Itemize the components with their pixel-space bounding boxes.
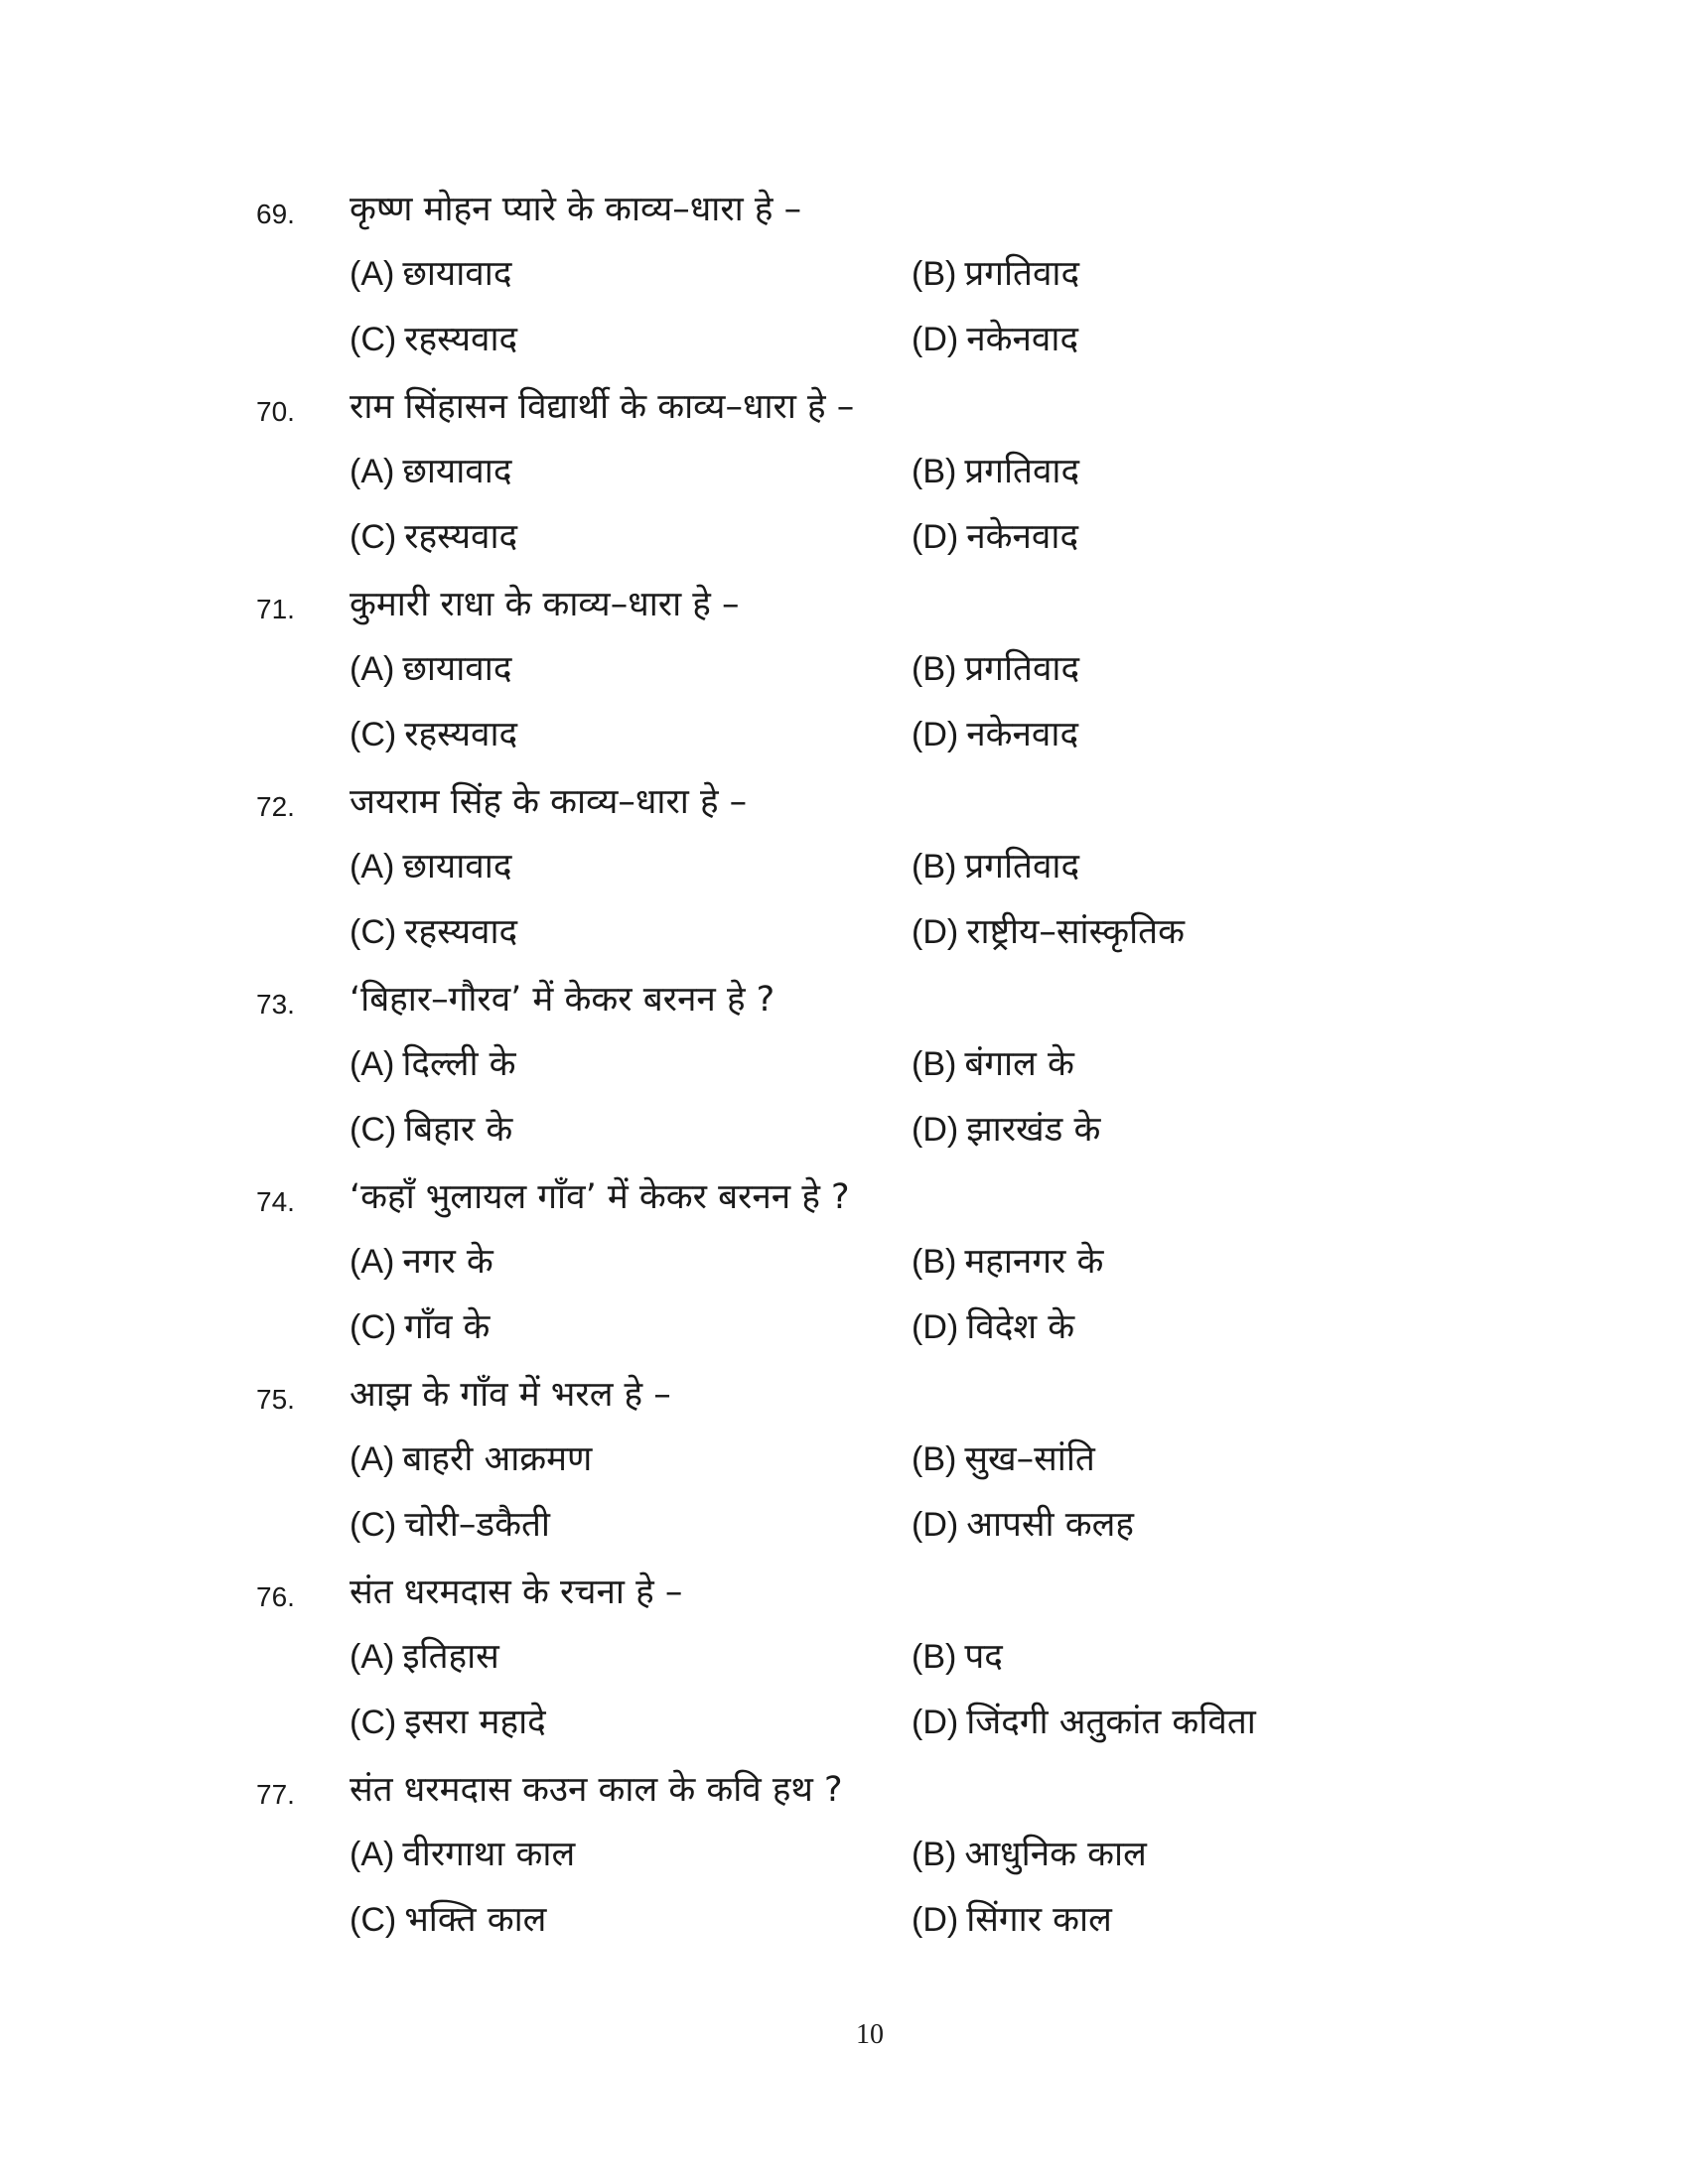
question-72 xyxy=(0,767,1688,965)
option-a xyxy=(350,249,511,299)
option-text: राष्ट्रीय–सांस्कृतिक xyxy=(966,912,1186,952)
option-c xyxy=(350,512,517,562)
option-text: रहस्यवाद xyxy=(404,320,518,359)
option-key: (D) xyxy=(912,1704,959,1741)
option-text: आधुनिक काल xyxy=(964,1835,1147,1874)
option-key: (B) xyxy=(912,848,957,886)
option-c xyxy=(350,1105,512,1155)
question-line xyxy=(0,372,1688,438)
option-a xyxy=(350,447,511,496)
option-a xyxy=(350,1434,592,1484)
option-key: (A) xyxy=(350,1836,395,1873)
option-text: नकेनवाद xyxy=(966,715,1079,754)
option-text: सुख–सांति xyxy=(964,1439,1095,1479)
option-text: रहस्यवाद xyxy=(404,517,518,557)
question-74 xyxy=(0,1162,1688,1360)
option-b xyxy=(912,1434,1095,1484)
option-text: गाँव के xyxy=(404,1307,491,1347)
option-key: (C) xyxy=(350,518,397,556)
option-d xyxy=(912,512,1078,562)
question-text: ‘कहाँ भुलायल गाँव’ में केकर बरनन हे ? xyxy=(350,1177,850,1217)
option-key: (C) xyxy=(350,716,397,753)
option-key: (A) xyxy=(350,1638,395,1676)
question-text: जयराम सिंह के काव्य–धारा हे – xyxy=(350,782,748,822)
question-line xyxy=(0,965,1688,1030)
question-70 xyxy=(0,372,1688,570)
option-key: (D) xyxy=(912,716,959,753)
option-text: बिहार के xyxy=(404,1110,513,1150)
option-d xyxy=(912,1105,1100,1155)
option-key: (A) xyxy=(350,650,395,688)
option-key: (B) xyxy=(912,1243,957,1281)
question-text: संत धरमदास कउन काल के कवि हथ ? xyxy=(350,1770,843,1810)
question-77 xyxy=(0,1755,1688,1953)
option-c xyxy=(350,1302,490,1352)
option-text: इसरा महादे xyxy=(404,1703,546,1742)
option-text: दिल्ली के xyxy=(402,1044,516,1084)
option-key: (A) xyxy=(350,1243,395,1281)
option-text: छायावाद xyxy=(402,254,512,294)
option-key: (D) xyxy=(912,1308,959,1346)
option-b xyxy=(912,842,1079,891)
option-key: (C) xyxy=(350,1506,397,1544)
question-line xyxy=(0,1755,1688,1821)
option-key: (D) xyxy=(912,913,959,951)
option-a xyxy=(350,1237,493,1287)
option-text: छायावाद xyxy=(402,847,512,887)
option-key: (D) xyxy=(912,1901,959,1939)
option-d xyxy=(912,1500,1134,1550)
question-number: 73. xyxy=(256,989,295,1020)
option-key: (B) xyxy=(912,453,957,490)
option-key: (D) xyxy=(912,1111,959,1149)
question-line xyxy=(0,1162,1688,1228)
question-73 xyxy=(0,965,1688,1162)
option-key: (B) xyxy=(912,255,957,293)
option-key: (D) xyxy=(912,321,959,358)
question-75 xyxy=(0,1360,1688,1558)
question-line xyxy=(0,767,1688,833)
option-text: नकेनवाद xyxy=(966,517,1079,557)
option-text: प्रगतिवाद xyxy=(964,452,1080,491)
option-key: (C) xyxy=(350,1111,397,1149)
option-d xyxy=(912,710,1078,759)
option-a xyxy=(350,842,511,891)
option-a xyxy=(350,1830,575,1879)
option-a xyxy=(350,1039,516,1089)
option-c xyxy=(350,1500,550,1550)
question-list xyxy=(0,175,1688,1953)
question-76 xyxy=(0,1558,1688,1755)
question-number: 69. xyxy=(256,199,295,229)
option-text: रहस्यवाद xyxy=(404,715,518,754)
option-key: (A) xyxy=(350,1045,395,1083)
option-text: नगर के xyxy=(402,1242,493,1282)
option-text: नकेनवाद xyxy=(966,320,1079,359)
option-key: (B) xyxy=(912,1836,957,1873)
question-number: 72. xyxy=(256,791,295,822)
option-c xyxy=(350,315,517,364)
option-b xyxy=(912,644,1079,694)
option-b xyxy=(912,447,1079,496)
option-a xyxy=(350,644,511,694)
option-text: प्रगतिवाद xyxy=(964,254,1080,294)
question-number: 71. xyxy=(256,594,295,624)
option-d xyxy=(912,315,1078,364)
option-text: बंगाल के xyxy=(964,1044,1074,1084)
option-d xyxy=(912,1698,1256,1747)
option-b xyxy=(912,249,1079,299)
question-line xyxy=(0,570,1688,635)
option-text: चोरी–डकैती xyxy=(404,1505,550,1545)
option-d xyxy=(912,907,1185,957)
question-number: 76. xyxy=(256,1581,295,1612)
option-key: (A) xyxy=(350,453,395,490)
question-number: 74. xyxy=(256,1186,295,1217)
option-key: (B) xyxy=(912,1045,957,1083)
option-text: आपसी कलह xyxy=(966,1505,1134,1545)
question-text: संत धरमदास के रचना हे – xyxy=(350,1572,683,1612)
option-key: (C) xyxy=(350,1704,397,1741)
option-b xyxy=(912,1632,1003,1682)
option-text: छायावाद xyxy=(402,649,512,689)
option-d xyxy=(912,1895,1112,1945)
option-text: सिंगार काल xyxy=(966,1900,1112,1940)
question-text: कृष्ण मोहन प्यारे के काव्य–धारा हे – xyxy=(350,190,802,229)
question-text: कुमारी राधा के काव्य–धारा हे – xyxy=(350,585,740,624)
option-b xyxy=(912,1039,1074,1089)
option-text: वीरगाथा काल xyxy=(402,1835,576,1874)
option-text: इतिहास xyxy=(402,1637,499,1677)
question-number: 75. xyxy=(256,1384,295,1415)
question-line xyxy=(0,1558,1688,1623)
page-number: 10 xyxy=(856,2019,884,2050)
option-text: पद xyxy=(964,1637,1003,1677)
option-text: बाहरी आक्रमण xyxy=(402,1439,593,1479)
option-key: (B) xyxy=(912,650,957,688)
option-c xyxy=(350,907,517,957)
option-text: भक्ति काल xyxy=(404,1900,547,1940)
option-a xyxy=(350,1632,499,1682)
option-b xyxy=(912,1830,1147,1879)
option-text: विदेश के xyxy=(966,1307,1075,1347)
option-c xyxy=(350,1895,546,1945)
option-b xyxy=(912,1237,1103,1287)
option-text: प्रगतिवाद xyxy=(964,847,1080,887)
option-c xyxy=(350,710,517,759)
option-key: (A) xyxy=(350,255,395,293)
option-key: (D) xyxy=(912,1506,959,1544)
option-key: (C) xyxy=(350,1901,397,1939)
option-text: रहस्यवाद xyxy=(404,912,518,952)
question-71 xyxy=(0,570,1688,767)
question-69 xyxy=(0,175,1688,372)
option-key: (C) xyxy=(350,1308,397,1346)
question-line xyxy=(0,1360,1688,1426)
option-key: (C) xyxy=(350,913,397,951)
option-text: जिंदगी अतुकांत कविता xyxy=(966,1703,1256,1742)
option-text: प्रगतिवाद xyxy=(964,649,1080,689)
question-number: 70. xyxy=(256,396,295,427)
option-key: (B) xyxy=(912,1440,957,1478)
question-line xyxy=(0,175,1688,240)
option-key: (B) xyxy=(912,1638,957,1676)
option-c xyxy=(350,1698,546,1747)
option-key: (D) xyxy=(912,518,959,556)
option-key: (A) xyxy=(350,1440,395,1478)
option-text: महानगर के xyxy=(964,1242,1104,1282)
option-d xyxy=(912,1302,1074,1352)
option-key: (C) xyxy=(350,321,397,358)
question-text: राम सिंहासन विद्यार्थी के काव्य–धारा हे – xyxy=(350,387,855,427)
option-text: छायावाद xyxy=(402,452,512,491)
option-text: झारखंड के xyxy=(966,1110,1101,1150)
question-text: ‘बिहार–गौरव’ में केकर बरनन हे ? xyxy=(350,980,775,1020)
question-text: आझ के गाँव में भरल हे – xyxy=(350,1375,671,1415)
question-number: 77. xyxy=(256,1779,295,1810)
option-key: (A) xyxy=(350,848,395,886)
